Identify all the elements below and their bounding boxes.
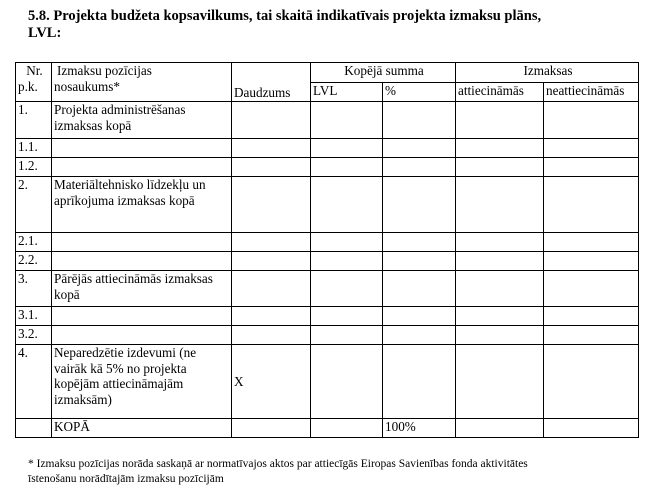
table-row — [16, 158, 639, 177]
footnote — [28, 457, 628, 486]
cell-name: KOPĀ — [52, 419, 232, 438]
header-name-line2: nosaukums* — [54, 78, 120, 94]
cell-quantity — [232, 177, 311, 233]
cell-costs-eligible — [456, 177, 544, 233]
cell-costs-eligible — [456, 139, 544, 158]
cell-total-pct — [383, 233, 456, 252]
cell-total-pct — [383, 326, 456, 345]
section-heading-line1: 5.8. Projekta budžeta kopsavilkums, tai skaitā indikatīvais projekta izmaksu plāns, — [28, 8, 542, 24]
cell-nr: 4. — [16, 345, 52, 419]
section-heading — [28, 8, 628, 42]
header-nr-line2: p.k. — [18, 78, 38, 94]
cell-costs-eligible — [456, 102, 544, 139]
cell-nr: 3.2. — [16, 326, 52, 345]
header-total-group: Kopējā summa — [311, 63, 456, 83]
cell-total-pct — [383, 307, 456, 326]
cell-quantity — [232, 326, 311, 345]
cell-total-pct — [383, 345, 456, 419]
cell-costs-ineligible — [544, 419, 639, 438]
cell-nr: 3.1. — [16, 307, 52, 326]
cell-quantity — [232, 271, 311, 307]
table-row — [16, 102, 639, 139]
cell-quantity — [232, 139, 311, 158]
section-heading-line2: LVL: — [28, 25, 62, 41]
cell-name — [52, 307, 232, 326]
cell-total-lvl — [311, 326, 383, 345]
budget-table-body — [16, 63, 639, 438]
cell-total-pct — [383, 271, 456, 307]
cell-nr: 1.2. — [16, 158, 52, 177]
header-total-pct: % — [383, 83, 456, 102]
cell-nr: 2.2. — [16, 252, 52, 271]
table-row — [16, 326, 639, 345]
table-row — [16, 345, 639, 419]
cell-nr: 3. — [16, 271, 52, 307]
cell-total-lvl — [311, 345, 383, 419]
cell-quantity — [232, 158, 311, 177]
table-row — [16, 139, 639, 158]
cell-name: Pārējās attiecināmās izmaksas kopā — [52, 271, 232, 307]
table-row — [16, 233, 639, 252]
header-quantity: Daudzums — [232, 63, 311, 102]
cell-quantity — [232, 102, 311, 139]
cell-costs-eligible — [456, 252, 544, 271]
cell-total-pct — [383, 102, 456, 139]
cell-total-pct: 100% — [383, 419, 456, 438]
header-name — [52, 63, 232, 102]
cell-quantity — [232, 252, 311, 271]
cell-name — [52, 233, 232, 252]
cell-costs-ineligible — [544, 139, 639, 158]
cell-costs-ineligible — [544, 307, 639, 326]
table-row — [16, 177, 639, 233]
cell-total-lvl — [311, 419, 383, 438]
cell-nr: 1.1. — [16, 139, 52, 158]
cell-name: Projekta administrēšanas izmaksas kopā — [52, 102, 232, 139]
cell-total-lvl — [311, 158, 383, 177]
cell-nr — [16, 419, 52, 438]
cell-costs-ineligible — [544, 345, 639, 419]
cell-costs-ineligible — [544, 252, 639, 271]
cell-costs-eligible — [456, 233, 544, 252]
table-row — [16, 419, 639, 438]
cell-costs-ineligible — [544, 326, 639, 345]
cell-total-pct — [383, 252, 456, 271]
cell-nr: 1. — [16, 102, 52, 139]
cell-nr: 2.1. — [16, 233, 52, 252]
header-costs-group: Izmaksas — [456, 63, 639, 83]
cell-costs-ineligible — [544, 158, 639, 177]
cell-total-pct — [383, 158, 456, 177]
cell-costs-ineligible — [544, 233, 639, 252]
cell-costs-ineligible — [544, 177, 639, 233]
cell-costs-eligible — [456, 158, 544, 177]
cell-costs-eligible — [456, 419, 544, 438]
header-nr-line1: Nr. — [26, 63, 43, 78]
cell-total-lvl — [311, 177, 383, 233]
header-name-line1: Izmaksu pozīcijas — [57, 63, 152, 78]
table-row — [16, 307, 639, 326]
cell-total-pct — [383, 139, 456, 158]
cell-name — [52, 252, 232, 271]
footnote-line1: * Izmaksu pozīcijas norāda saskaņā ar normatīvajos aktos par attiecīgās Eiropas Savienības fonda aktivitātes — [28, 458, 528, 470]
cell-costs-eligible — [456, 326, 544, 345]
table-row — [16, 271, 639, 307]
cell-name: Materiāltehnisko līdzekļu un aprīkojuma izmaksas kopā — [52, 177, 232, 233]
cell-total-pct — [383, 177, 456, 233]
cell-quantity — [232, 233, 311, 252]
budget-summary-table — [15, 62, 639, 438]
cell-name — [52, 158, 232, 177]
footnote-line2: īstenošanu norādītajām izmaksu pozīcijām — [28, 472, 224, 485]
header-total-lvl: LVL — [311, 83, 383, 102]
cell-quantity: X — [232, 345, 311, 419]
cell-nr: 2. — [16, 177, 52, 233]
cell-total-lvl — [311, 252, 383, 271]
cell-costs-eligible — [456, 307, 544, 326]
cell-total-lvl — [311, 271, 383, 307]
header-row-top — [16, 63, 639, 83]
cell-name — [52, 326, 232, 345]
cell-total-lvl — [311, 102, 383, 139]
cell-costs-ineligible — [544, 102, 639, 139]
cell-name — [52, 139, 232, 158]
header-costs-eligible: attiecināmās — [456, 83, 544, 102]
cell-costs-eligible — [456, 345, 544, 419]
cell-total-lvl — [311, 139, 383, 158]
cell-costs-ineligible — [544, 271, 639, 307]
header-nr — [16, 63, 52, 102]
table-row — [16, 252, 639, 271]
header-costs-ineligible: neattiecināmās — [544, 83, 639, 102]
cell-name: Neparedzētie izdevumi (ne vairāk kā 5% no projekta kopējām attiecināmajām izmaksām) — [52, 345, 232, 419]
cell-total-lvl — [311, 233, 383, 252]
cell-total-lvl — [311, 307, 383, 326]
cell-costs-eligible — [456, 271, 544, 307]
cell-quantity — [232, 307, 311, 326]
cell-quantity — [232, 419, 311, 438]
